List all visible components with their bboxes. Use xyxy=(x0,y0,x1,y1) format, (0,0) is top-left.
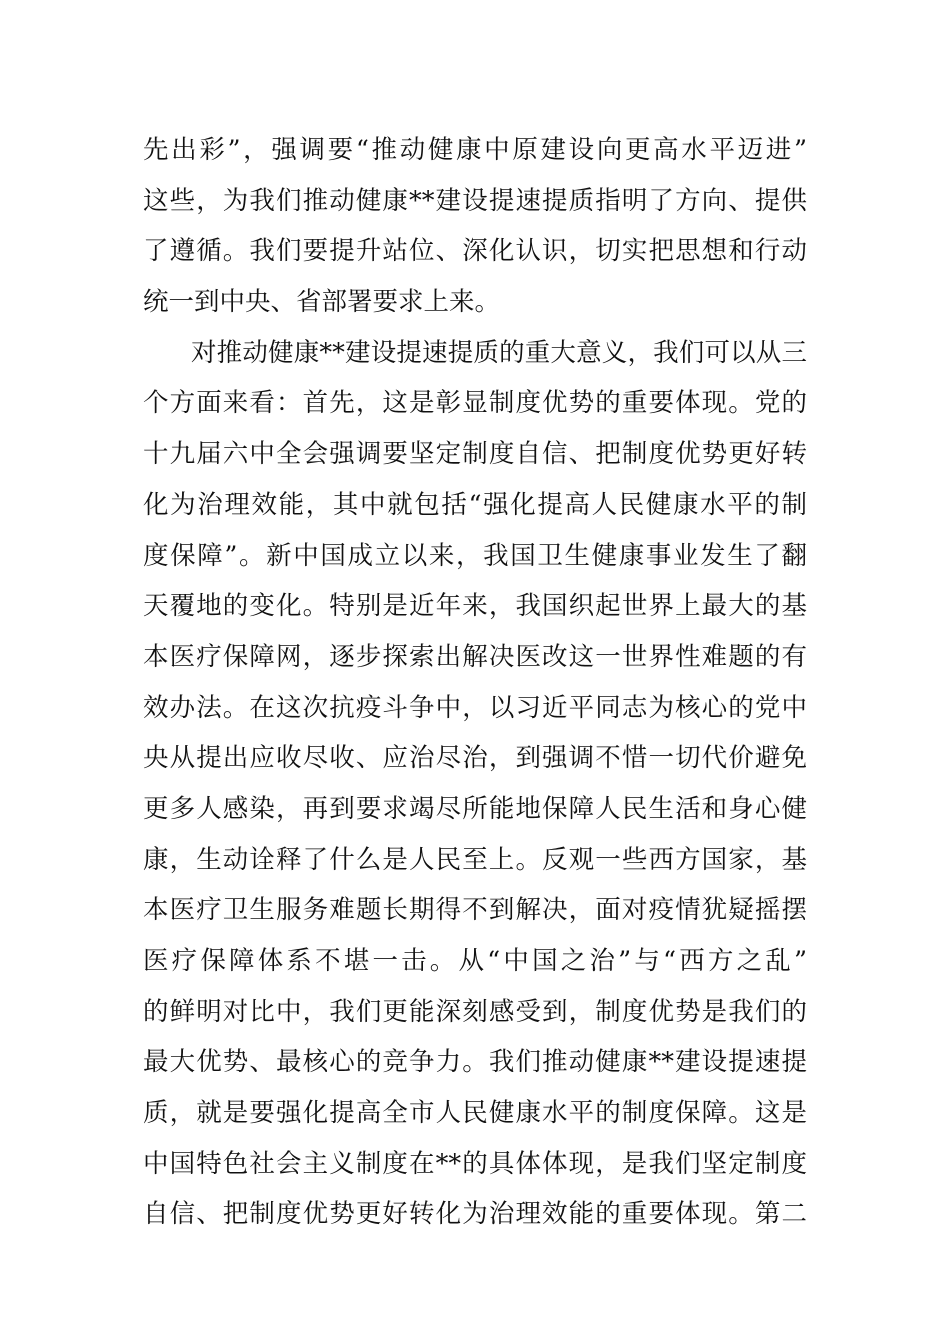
text-line: 效办法。在这次抗疫斗争中，以习近平同志为核心的党中 xyxy=(143,692,807,723)
text-line: 了遵循。我们要提升站位、深化认识，切实把思想和行动 xyxy=(143,236,807,267)
text-line: 的鲜明对比中，我们更能深刻感受到，制度优势是我们的 xyxy=(143,996,807,1027)
text-line: 统一到中央、省部署要求上来。 xyxy=(143,287,501,318)
text-line: 本医疗保障网，逐步探索出解决医改这一世界性难题的有 xyxy=(143,641,807,672)
text-line: 中国特色社会主义制度在**的具体体现，是我们坚定制度 xyxy=(143,1148,807,1179)
text-line: 央从提出应收尽收、应治尽治，到强调不惜一切代价避免 xyxy=(143,743,807,774)
text-line: 自信、把制度优势更好转化为治理效能的重要体现。第二 xyxy=(143,1199,807,1230)
paragraph-2 xyxy=(143,328,807,1240)
text-line: 对推动健康**建设提速提质的重大意义，我们可以从三 xyxy=(191,337,807,368)
text-line: 最大优势、最核心的竞争力。我们推动健康**建设提速提 xyxy=(143,1047,807,1078)
text-line: 本医疗卫生服务难题长期得不到解决，面对疫情犹疑摇摆 xyxy=(143,895,807,926)
paragraph-1 xyxy=(143,125,807,328)
text-line: 质，就是要强化提高全市人民健康水平的制度保障。这是 xyxy=(143,1098,807,1129)
text-line: 天覆地的变化。特别是近年来，我国织起世界上最大的基 xyxy=(143,591,807,622)
text-line: 十九届六中全会强调要坚定制度自信、把制度优势更好转 xyxy=(143,439,807,470)
text-line: 个方面来看：首先，这是彰显制度优势的重要体现。党的 xyxy=(143,388,807,419)
text-line: 医疗保障体系不堪一击。从“中国之治”与“西方之乱” xyxy=(143,946,807,976)
text-line: 先出彩”，强调要“推动健康中原建设向更高水平迈进” xyxy=(143,135,807,165)
text-line: 化为治理效能，其中就包括“强化提高人民健康水平的制 xyxy=(143,489,807,520)
document-body xyxy=(143,125,807,1240)
text-line: 康，生动诠释了什么是人民至上。反观一些西方国家，基 xyxy=(143,844,807,875)
text-line: 更多人感染，再到要求竭尽所能地保障人民生活和身心健 xyxy=(143,793,807,824)
text-line: 度保障”。新中国成立以来，我国卫生健康事业发生了翻 xyxy=(143,540,807,571)
text-line: 这些，为我们推动健康**建设提速提质指明了方向、提供 xyxy=(143,185,807,216)
